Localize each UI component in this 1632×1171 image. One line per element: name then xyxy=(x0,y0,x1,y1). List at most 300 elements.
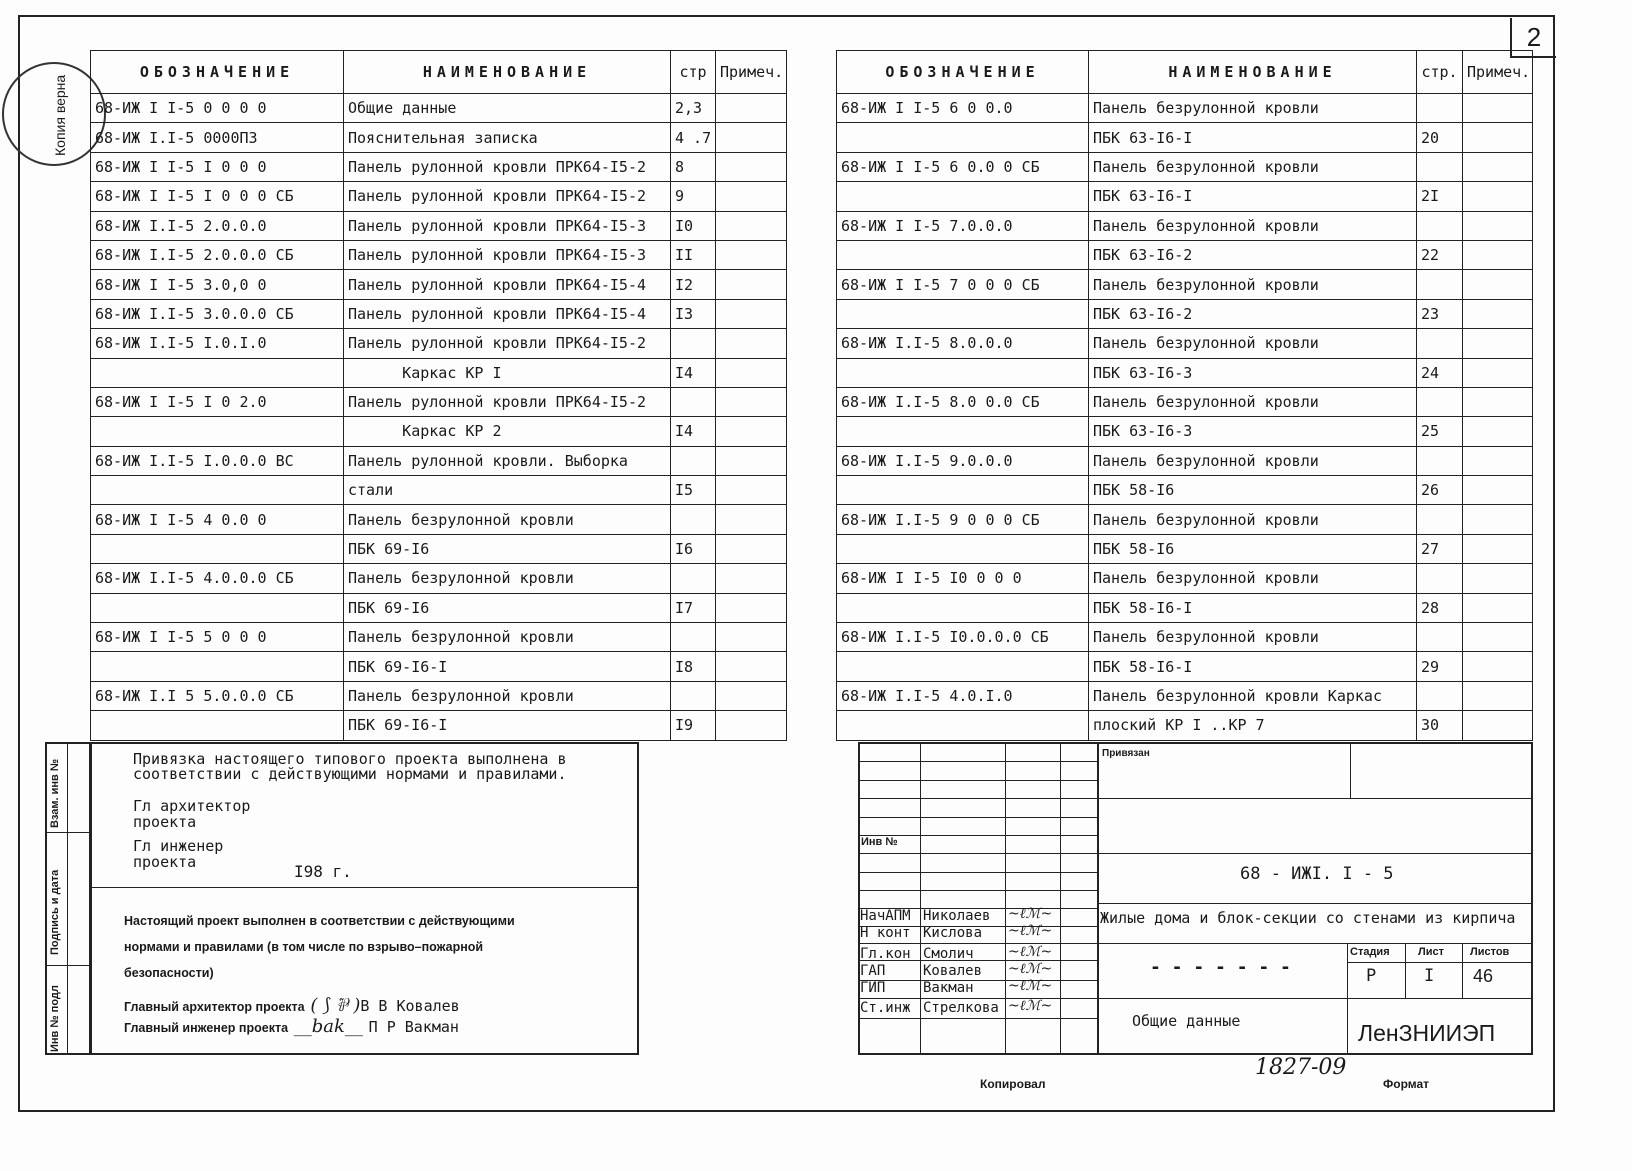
table-row xyxy=(837,358,1533,387)
divider xyxy=(1462,943,1463,998)
stage-label: Стадия xyxy=(1350,946,1390,958)
name-cell: Панель безрулонной кровли xyxy=(1089,329,1417,358)
designation-cell: 68-ИЖ I I-5 0 0 0 0 xyxy=(91,94,344,123)
divider xyxy=(1097,853,1533,854)
name-cell: Панель безрулонной кровли xyxy=(1089,505,1417,534)
organization-logo: ЛенЗНИИЭП xyxy=(1358,1020,1496,1046)
signatory-role: НачАПМ xyxy=(860,908,911,924)
note-cell xyxy=(1463,329,1533,358)
table-row xyxy=(91,534,787,563)
designation-cell xyxy=(91,476,344,505)
page-cell xyxy=(1417,623,1463,652)
designation-cell: 68-ИЖ I I-5 7 0 0 0 СБ xyxy=(837,270,1089,299)
table-row xyxy=(837,182,1533,211)
table-row xyxy=(91,652,787,681)
name-cell: Панель безрулонной кровли xyxy=(1089,152,1417,181)
name-cell: Панель рулонной кровли. Выборка xyxy=(344,446,671,475)
designation-cell xyxy=(837,358,1089,387)
name-cell: Панель безрулонной кровли xyxy=(344,564,671,593)
table-row xyxy=(837,270,1533,299)
table-row xyxy=(91,711,787,740)
divider xyxy=(1097,742,1099,1055)
page-cell: 23 xyxy=(1417,299,1463,328)
note-cell xyxy=(1463,623,1533,652)
note-cell xyxy=(716,358,787,387)
note-cell xyxy=(716,152,787,181)
page-cell xyxy=(1417,505,1463,534)
table-row xyxy=(91,476,787,505)
divider xyxy=(920,742,921,1055)
note-cell xyxy=(716,681,787,710)
note-cell xyxy=(1463,476,1533,505)
divider xyxy=(858,872,1097,873)
designation-cell: 68-ИЖ I.I-5 3.0.0.0 СБ xyxy=(91,299,344,328)
note-cell xyxy=(716,417,787,446)
sheet-number: 2 xyxy=(1510,18,1556,58)
table-row xyxy=(837,711,1533,740)
note-cell xyxy=(1463,593,1533,622)
designation-cell: 68-ИЖ I.I-5 4.0.I.0 xyxy=(837,681,1089,710)
page-cell: I8 xyxy=(671,652,716,681)
page-cell xyxy=(671,681,716,710)
designation-cell xyxy=(91,593,344,622)
table-row xyxy=(91,152,787,181)
divider xyxy=(858,890,1097,891)
header-note: Примеч. xyxy=(1463,51,1533,94)
architect-name: В В Ковалев xyxy=(360,997,460,1015)
header-page: стр xyxy=(671,51,716,94)
page-cell xyxy=(671,564,716,593)
page-cell xyxy=(1417,446,1463,475)
note-cell xyxy=(716,476,787,505)
name-cell: Каркас КР I xyxy=(344,358,671,387)
name-cell: Панель безрулонной кровли xyxy=(344,681,671,710)
note-cell xyxy=(1463,564,1533,593)
page-cell: 27 xyxy=(1417,534,1463,563)
note-cell xyxy=(1463,94,1533,123)
note-cell xyxy=(716,240,787,269)
page-cell: I4 xyxy=(671,358,716,387)
header-page: стр. xyxy=(1417,51,1463,94)
header-designation: ОБОЗНАЧЕНИЕ xyxy=(837,51,1089,94)
name-cell: Панель рулонной кровли ПРК64-I5-2 xyxy=(344,329,671,358)
note-cell xyxy=(716,94,787,123)
inv-label: Инв № xyxy=(861,836,898,848)
name-cell: стали xyxy=(344,476,671,505)
designation-cell: 68-ИЖ I.I-5 0000ПЗ xyxy=(91,123,344,152)
label-line: проекта xyxy=(133,853,197,871)
note-cell xyxy=(1463,299,1533,328)
project-code: 68 - ИЖI. I - 5 xyxy=(1240,864,1394,884)
name-cell: Панель безрулонной кровли xyxy=(1089,623,1417,652)
designation-cell xyxy=(837,476,1089,505)
name-cell: Панель рулонной кровли ПРК64-I5-2 xyxy=(344,152,671,181)
compliance-line: безопасности) xyxy=(124,966,214,980)
table-row xyxy=(91,211,787,240)
note-cell xyxy=(716,299,787,328)
name-cell: ПБК 69-I6-I xyxy=(344,711,671,740)
note-cell xyxy=(1463,240,1533,269)
name-cell: ПБК 58-I6-I xyxy=(1089,593,1417,622)
name-cell: ПБК 58-I6-I xyxy=(1089,652,1417,681)
designation-cell xyxy=(837,593,1089,622)
table-row xyxy=(837,681,1533,710)
divider xyxy=(45,965,91,966)
designation-cell: 68-ИЖ I I-5 I 0 0 0 xyxy=(91,152,344,181)
name-cell: Панель безрулонной кровли xyxy=(1089,446,1417,475)
name-cell: Общие данные xyxy=(344,94,671,123)
page-cell: 22 xyxy=(1417,240,1463,269)
designation-cell: 68-ИЖ I.I-5 9.0.0.0 xyxy=(837,446,1089,475)
page-cell: I7 xyxy=(671,593,716,622)
table-row xyxy=(91,681,787,710)
table-row xyxy=(837,387,1533,416)
table-row xyxy=(837,593,1533,622)
page-cell: 25 xyxy=(1417,417,1463,446)
designation-cell xyxy=(91,358,344,387)
page-cell: I5 xyxy=(671,476,716,505)
note-cell xyxy=(716,593,787,622)
table-row xyxy=(91,182,787,211)
note-cell xyxy=(716,446,787,475)
page-cell: I6 xyxy=(671,534,716,563)
signature-icon: ~ℓℳ~ xyxy=(1008,961,1053,977)
note-cell xyxy=(716,505,787,534)
page-cell: 9 xyxy=(671,182,716,211)
copied-label: Копировал xyxy=(980,1077,1046,1091)
note-cell xyxy=(716,123,787,152)
replace-inv-label: Взам. инв № xyxy=(49,758,61,828)
sign-date-label: Подпись и дата xyxy=(49,869,61,955)
designation-cell: 68-ИЖ I.I-5 8.0.0.0 xyxy=(837,329,1089,358)
note-cell xyxy=(1463,417,1533,446)
signatory-name: Вакман xyxy=(923,980,974,996)
designation-cell: 68-ИЖ I.I-5 2.0.0.0 xyxy=(91,211,344,240)
designation-cell: 68-ИЖ I.I-5 I.0.0.0 ВС xyxy=(91,446,344,475)
name-cell: ПБК 63-I6-3 xyxy=(1089,417,1417,446)
table-row xyxy=(837,152,1533,181)
signature-icon: ~ℓℳ~ xyxy=(1008,944,1053,960)
name-cell: ПБК 63-I6-2 xyxy=(1089,240,1417,269)
year: I98 г. xyxy=(294,862,352,881)
divider xyxy=(858,998,1097,999)
table-row xyxy=(91,593,787,622)
name-cell: Панель безрулонной кровли xyxy=(1089,387,1417,416)
name-cell: Панель рулонной кровли ПРК64-I5-3 xyxy=(344,240,671,269)
table-row xyxy=(91,358,787,387)
table-row xyxy=(837,123,1533,152)
divider xyxy=(858,761,1097,762)
dashes: - - - - - - - xyxy=(1150,957,1291,978)
signature-icon: ~ℓℳ~ xyxy=(1008,923,1053,939)
label-line: Гл инженер xyxy=(133,837,224,855)
page-cell xyxy=(1417,329,1463,358)
divider xyxy=(858,853,1097,854)
page-cell: I9 xyxy=(671,711,716,740)
designation-cell: 68-ИЖ I I-5 6 0 0.0 xyxy=(837,94,1089,123)
designation-cell xyxy=(837,652,1089,681)
designation-cell xyxy=(91,711,344,740)
page-cell: 8 xyxy=(671,152,716,181)
binding-line: Привязка настоящего типового проекта выполнена в xyxy=(133,750,567,768)
label-line: проекта xyxy=(133,813,197,831)
divider xyxy=(1097,943,1533,944)
table-row xyxy=(837,534,1533,563)
divider xyxy=(858,798,1097,799)
chief-architect-label xyxy=(133,798,250,830)
designation-cell xyxy=(837,123,1089,152)
signature-icon: ~ℓℳ~ xyxy=(1008,998,1053,1014)
signatory-name: Ковалев xyxy=(923,963,983,979)
designation-cell xyxy=(91,417,344,446)
table-row xyxy=(837,476,1533,505)
designation-cell: 68-ИЖ I.I-5 4.0.0.0 СБ xyxy=(91,564,344,593)
name-cell: ПБК 69-I6 xyxy=(344,593,671,622)
table-row xyxy=(91,329,787,358)
note-cell xyxy=(1463,358,1533,387)
page-cell xyxy=(671,387,716,416)
signatory-role: Ст.инж xyxy=(860,1000,911,1016)
name-cell: ПБК 63-I6-2 xyxy=(1089,299,1417,328)
table-row xyxy=(91,505,787,534)
signatory-name: Смолич xyxy=(923,946,974,962)
signatory-role: Гл.кон xyxy=(860,946,911,962)
label: Главный инженер проекта xyxy=(124,1021,289,1035)
divider xyxy=(858,943,1097,944)
name-cell: ПБК 63-I6-I xyxy=(1089,182,1417,211)
table-row xyxy=(91,299,787,328)
table-row xyxy=(837,623,1533,652)
designation-cell: 68-ИЖ I I-5 I 0 0 0 СБ xyxy=(91,182,344,211)
note-cell xyxy=(716,623,787,652)
page-cell: 24 xyxy=(1417,358,1463,387)
note-cell xyxy=(716,652,787,681)
name-cell: Каркас КР 2 xyxy=(344,417,671,446)
signatory-name: Стрелкова xyxy=(923,1000,999,1016)
note-cell xyxy=(1463,711,1533,740)
page-cell xyxy=(671,446,716,475)
designation-cell xyxy=(837,182,1089,211)
right-spec-table xyxy=(836,50,1533,741)
table-row xyxy=(837,329,1533,358)
table-row xyxy=(91,564,787,593)
designation-cell xyxy=(91,534,344,563)
note-cell xyxy=(1463,182,1533,211)
page-cell xyxy=(1417,564,1463,593)
divider xyxy=(858,1018,1097,1019)
signatory-name: Николаев xyxy=(923,908,991,924)
name-cell: Панель рулонной кровли ПРК64-I5-2 xyxy=(344,387,671,416)
format-label: Формат xyxy=(1383,1077,1430,1091)
table-row xyxy=(837,505,1533,534)
page-cell xyxy=(1417,387,1463,416)
note-cell xyxy=(1463,652,1533,681)
compliance-line: Настоящий проект выполнен в соответствии с действующими xyxy=(124,914,515,928)
table-row xyxy=(837,94,1533,123)
table-row xyxy=(91,240,787,269)
note-cell xyxy=(716,534,787,563)
name-cell: Панель безрулонной кровли xyxy=(1089,564,1417,593)
name-cell: Панель безрулонной кровли xyxy=(1089,270,1417,299)
header-designation: ОБОЗНАЧЕНИЕ xyxy=(91,51,344,94)
table-row xyxy=(837,299,1533,328)
table-row xyxy=(91,94,787,123)
note-cell xyxy=(1463,211,1533,240)
divider xyxy=(1060,742,1061,1055)
note-cell xyxy=(1463,123,1533,152)
designation-cell xyxy=(837,299,1089,328)
table-row xyxy=(91,387,787,416)
name-cell: Панель рулонной кровли ПРК64-I5-2 xyxy=(344,182,671,211)
engineer-name: П Р Вакман xyxy=(368,1018,459,1036)
note-cell xyxy=(716,564,787,593)
page-cell xyxy=(1417,94,1463,123)
designation-cell: 68-ИЖ I I-5 6 0.0 0 СБ xyxy=(837,152,1089,181)
note-cell xyxy=(1463,446,1533,475)
binding-line: соответствии с действующими нормами и правилами. xyxy=(133,765,567,783)
signature-icon: ~ℓℳ~ xyxy=(1008,906,1053,922)
table-row xyxy=(837,652,1533,681)
name-cell: Панель рулонной кровли ПРК64-I5-4 xyxy=(344,270,671,299)
page-cell: I3 xyxy=(671,299,716,328)
page-cell: I4 xyxy=(671,417,716,446)
divider xyxy=(1347,962,1533,963)
compliance-note xyxy=(124,908,515,986)
handwritten-number: 1827-09 xyxy=(1255,1055,1347,1080)
designation-cell: 68-ИЖ I I-5 3.0,0 0 xyxy=(91,270,344,299)
designation-cell xyxy=(91,652,344,681)
note-cell xyxy=(1463,681,1533,710)
name-cell: Панель рулонной кровли ПРК64-I5-4 xyxy=(344,299,671,328)
note-cell xyxy=(716,711,787,740)
divider xyxy=(1097,903,1533,904)
left-spec-table xyxy=(90,50,787,741)
sheets-value: 46 xyxy=(1473,966,1494,986)
note-cell xyxy=(1463,534,1533,563)
sheets-label: Листов xyxy=(1470,946,1510,958)
divider xyxy=(858,817,1097,818)
header-name: НАИМЕНОВАНИЕ xyxy=(1089,51,1417,94)
divider xyxy=(67,742,68,1055)
page-cell xyxy=(1417,211,1463,240)
page-cell: 30 xyxy=(1417,711,1463,740)
name-cell: Панель безрулонной кровли Каркас xyxy=(1089,681,1417,710)
note-cell xyxy=(716,182,787,211)
name-cell: Панель рулонной кровли ПРК64-I5-3 xyxy=(344,211,671,240)
sheet-title: Общие данные xyxy=(1132,1012,1241,1030)
name-cell: ПБК 58-I6 xyxy=(1089,534,1417,563)
name-cell: ПБК 63-I6-I xyxy=(1089,123,1417,152)
page-cell: II xyxy=(671,240,716,269)
name-cell: ПБК 58-I6 xyxy=(1089,476,1417,505)
binding-note xyxy=(133,752,566,782)
name-cell: Пояснительная записка xyxy=(344,123,671,152)
note-cell xyxy=(716,387,787,416)
name-cell: плоский КР I ..КР 7 xyxy=(1089,711,1417,740)
page-cell xyxy=(1417,152,1463,181)
page-cell xyxy=(1417,681,1463,710)
note-cell xyxy=(716,211,787,240)
page-cell: 2I xyxy=(1417,182,1463,211)
table-row xyxy=(91,417,787,446)
designation-cell: 68-ИЖ I.I-5 9 0 0 0 СБ xyxy=(837,505,1089,534)
divider xyxy=(90,887,639,888)
name-cell: Панель безрулонной кровли xyxy=(1089,94,1417,123)
designation-cell: 68-ИЖ I I-5 I 0 2.0 xyxy=(91,387,344,416)
table-row xyxy=(837,211,1533,240)
name-cell: Панель безрулонной кровли xyxy=(1089,211,1417,240)
page-cell: 26 xyxy=(1417,476,1463,505)
divider xyxy=(1350,742,1351,798)
label: Главный архитектор проекта xyxy=(124,1000,305,1014)
signatory-role: Н конт xyxy=(860,925,911,941)
stage-value: Р xyxy=(1366,966,1377,986)
divider xyxy=(1097,998,1533,999)
table-row xyxy=(837,417,1533,446)
note-cell xyxy=(1463,505,1533,534)
chief-engineer-label xyxy=(133,838,223,870)
page-cell: 29 xyxy=(1417,652,1463,681)
chief-architect-line: Главный архитектор проекта ( ⟆ ⅌ )В В Ковалев xyxy=(124,995,460,1016)
designation-cell: 68-ИЖ I.I-5 I.0.I.0 xyxy=(91,329,344,358)
table-row xyxy=(837,446,1533,475)
page-cell: I2 xyxy=(671,270,716,299)
page-cell xyxy=(1417,270,1463,299)
page-cell: 4 .7 xyxy=(671,123,716,152)
designation-cell: 68-ИЖ I I-5 5 0 0 0 xyxy=(91,623,344,652)
page-cell xyxy=(671,623,716,652)
name-cell: Панель безрулонной кровли xyxy=(344,623,671,652)
note-cell xyxy=(1463,387,1533,416)
table-row xyxy=(837,240,1533,269)
inv-orig-label: Инв № подл xyxy=(49,985,61,1052)
divider xyxy=(1097,798,1533,799)
label-line: Гл архитектор xyxy=(133,797,251,815)
table-row xyxy=(91,123,787,152)
bound-label: Привязан xyxy=(1102,748,1150,759)
divider xyxy=(1405,943,1406,998)
signatory-role: ГАП xyxy=(860,963,886,979)
compliance-line: нормами и правилами (в том числе по взрыво–пожарной xyxy=(124,940,484,954)
name-cell: ПБК 63-I6-3 xyxy=(1089,358,1417,387)
note-cell xyxy=(1463,270,1533,299)
table-row xyxy=(91,623,787,652)
header-note: Примеч. xyxy=(716,51,787,94)
note-cell xyxy=(716,270,787,299)
signatory-name: Кислова xyxy=(923,925,983,941)
designation-cell: 68-ИЖ I I-5 I0 0 0 0 xyxy=(837,564,1089,593)
note-cell xyxy=(716,329,787,358)
sheet-value: I xyxy=(1424,966,1435,986)
chief-engineer-line: Главный инженер проекта __bak__ П Р Вакман xyxy=(124,1016,459,1037)
designation-cell xyxy=(837,240,1089,269)
designation-cell: 68-ИЖ I I-5 7.0.0.0 xyxy=(837,211,1089,240)
note-cell xyxy=(1463,152,1533,181)
divider xyxy=(858,780,1097,781)
designation-cell xyxy=(837,534,1089,563)
table-row xyxy=(91,446,787,475)
sheet-label: Лист xyxy=(1418,946,1444,958)
page-cell: 20 xyxy=(1417,123,1463,152)
designation-cell: 68-ИЖ I.I 5 5.0.0.0 СБ xyxy=(91,681,344,710)
designation-cell: 68-ИЖ I.I-5 8.0 0.0 СБ xyxy=(837,387,1089,416)
table-row xyxy=(91,270,787,299)
page-cell: 28 xyxy=(1417,593,1463,622)
divider xyxy=(858,980,1097,981)
stamp-text: Копия верна xyxy=(52,74,68,156)
signatory-role: ГИП xyxy=(860,980,886,996)
page-cell: I0 xyxy=(671,211,716,240)
